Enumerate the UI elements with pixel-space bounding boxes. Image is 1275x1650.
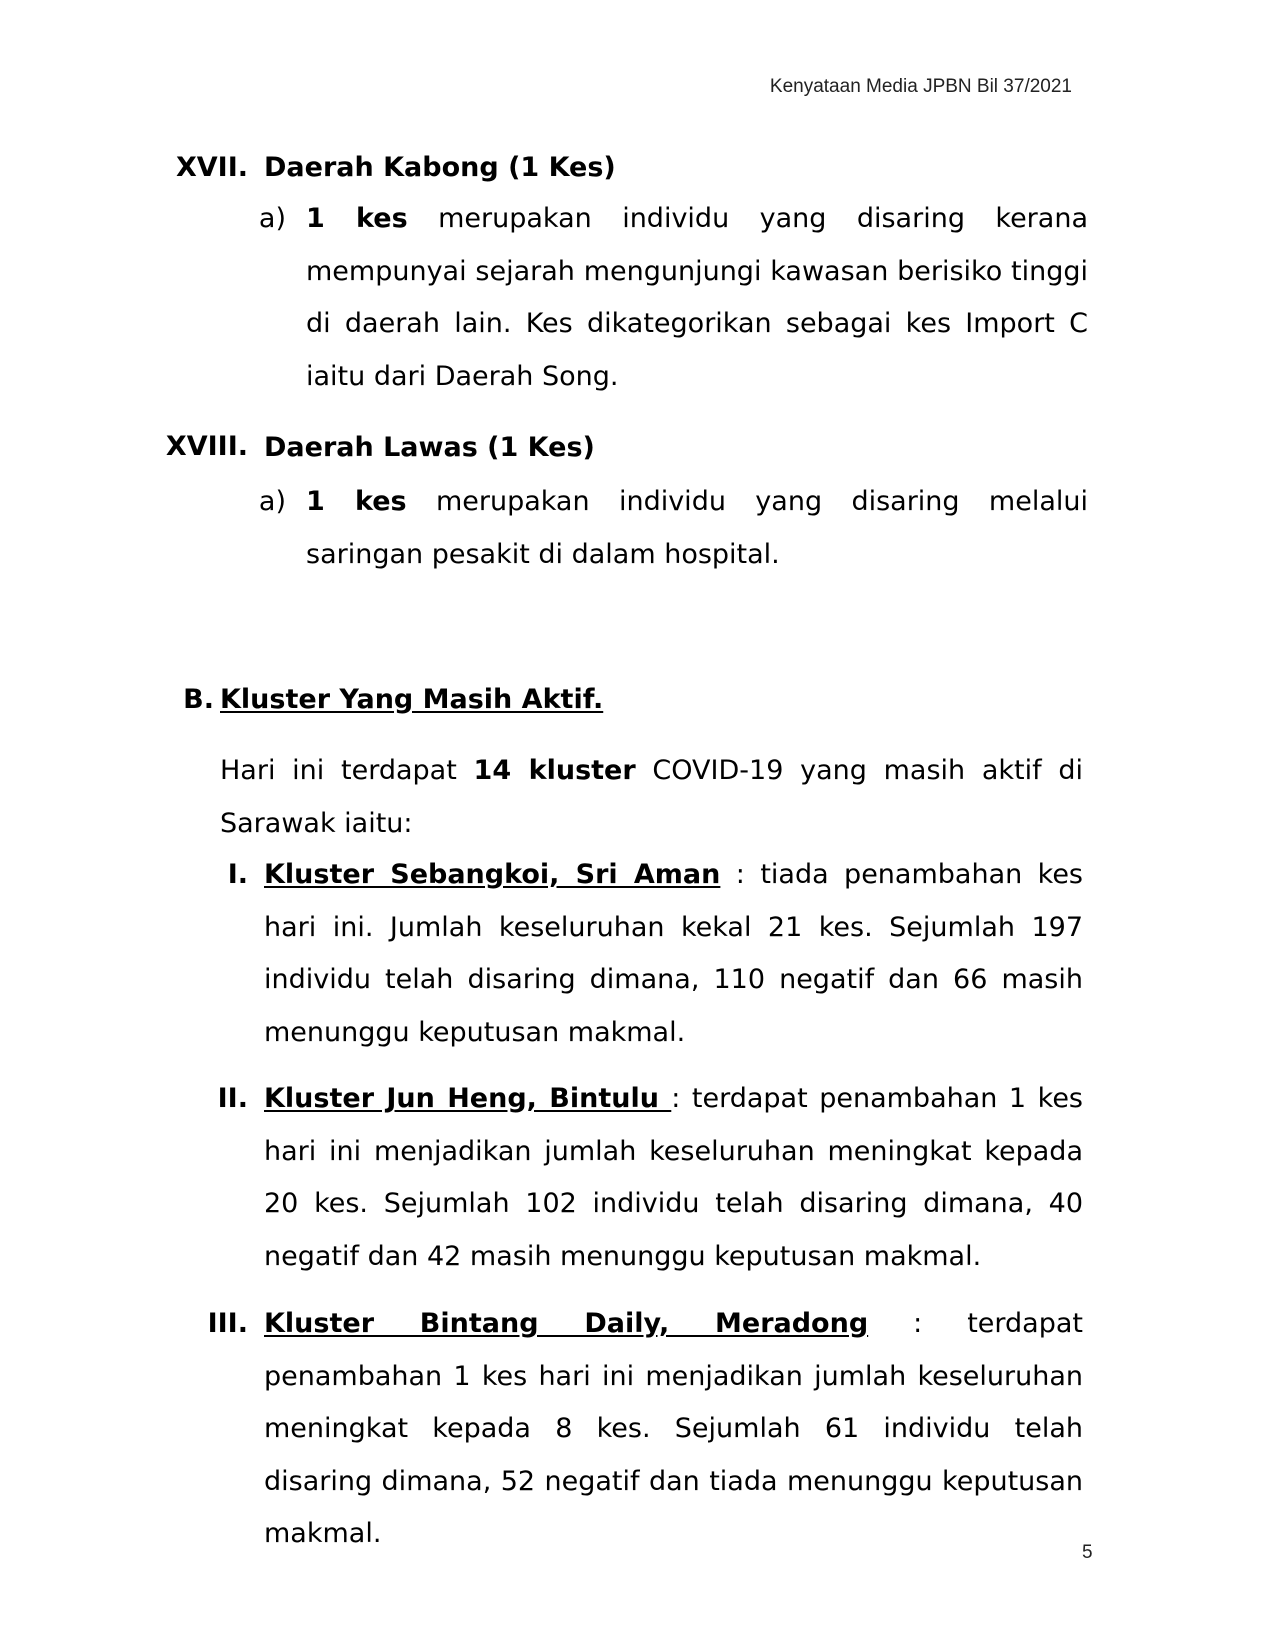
cluster-numeral: I. xyxy=(227,859,248,890)
item-marker: a) xyxy=(258,203,286,234)
case-count: 1 kes xyxy=(306,203,408,234)
intro-text-after: COVID-19 yang masih aktif di Sarawak iaitu: xyxy=(220,755,1083,839)
district-text: merupakan individu yang disaring melalui saringan pesakit di dalam hospital. xyxy=(306,486,1088,570)
section-title xyxy=(220,680,603,720)
page-header: Kenyataan Media JPBN Bil 37/2021 xyxy=(769,76,1072,97)
intro-paragraph xyxy=(220,745,1083,850)
cluster-name: Kluster Bintang Daily, Meradong xyxy=(264,1308,869,1339)
district-title: Daerah Lawas (1 Kes) xyxy=(264,432,595,463)
cluster-text: : tiada penambahan kes hari ini. Jumlah keseluruhan kekal 21 kes. Sejumlah 197 individu telah disaring dimana, 110 negatif dan 66 masih menunggu keputusan makmal. xyxy=(264,859,1083,1048)
section-letter: B. xyxy=(183,684,214,715)
cluster-text: : terdapat penambahan 1 kes hari ini menjadikan jumlah keseluruhan meningkat kepada 8 kes. Sejumlah 61 individu telah disaring dimana, 52 negatif dan tiada menunggu keputusan makmal. xyxy=(264,1308,1083,1549)
cluster-text: : terdapat penambahan 1 kes hari ini menjadikan jumlah keseluruhan meningkat kepada 20 kes. Sejumlah 102 individu telah disaring dimana, 40 negatif dan 42 masih menunggu keputusan makmal. xyxy=(264,1083,1083,1272)
cluster-name: Kluster Sebangkoi, Sri Aman xyxy=(264,859,721,890)
cluster-numeral: III. xyxy=(207,1308,248,1339)
district-title: Daerah Kabong (1 Kes) xyxy=(264,152,616,183)
intro-text-before: Hari ini terdapat xyxy=(220,755,474,786)
district-numeral: XVII. xyxy=(175,152,248,183)
district-numeral: XVIII. xyxy=(165,431,248,462)
cluster-paragraph xyxy=(264,1298,1083,1561)
cluster-count: 14 kluster xyxy=(473,755,636,786)
cluster-name: Kluster Jun Heng, Bintulu xyxy=(264,1083,672,1114)
cluster-numeral: II. xyxy=(217,1083,248,1114)
cluster-paragraph xyxy=(264,1073,1083,1283)
page-number: 5 xyxy=(1082,1542,1093,1563)
cluster-paragraph xyxy=(264,849,1083,1059)
district-paragraph xyxy=(306,476,1088,581)
district-paragraph xyxy=(306,193,1088,403)
section-title-text: Kluster Yang Masih Aktif. xyxy=(220,684,604,715)
case-count: 1 kes xyxy=(306,486,407,517)
item-marker: a) xyxy=(258,486,286,517)
district-text: merupakan individu yang disaring kerana mempunyai sejarah mengunjungi kawasan berisiko tinggi di daerah lain. Kes dikategorikan sebagai kes Import C iaitu dari Daerah Song. xyxy=(306,203,1088,392)
